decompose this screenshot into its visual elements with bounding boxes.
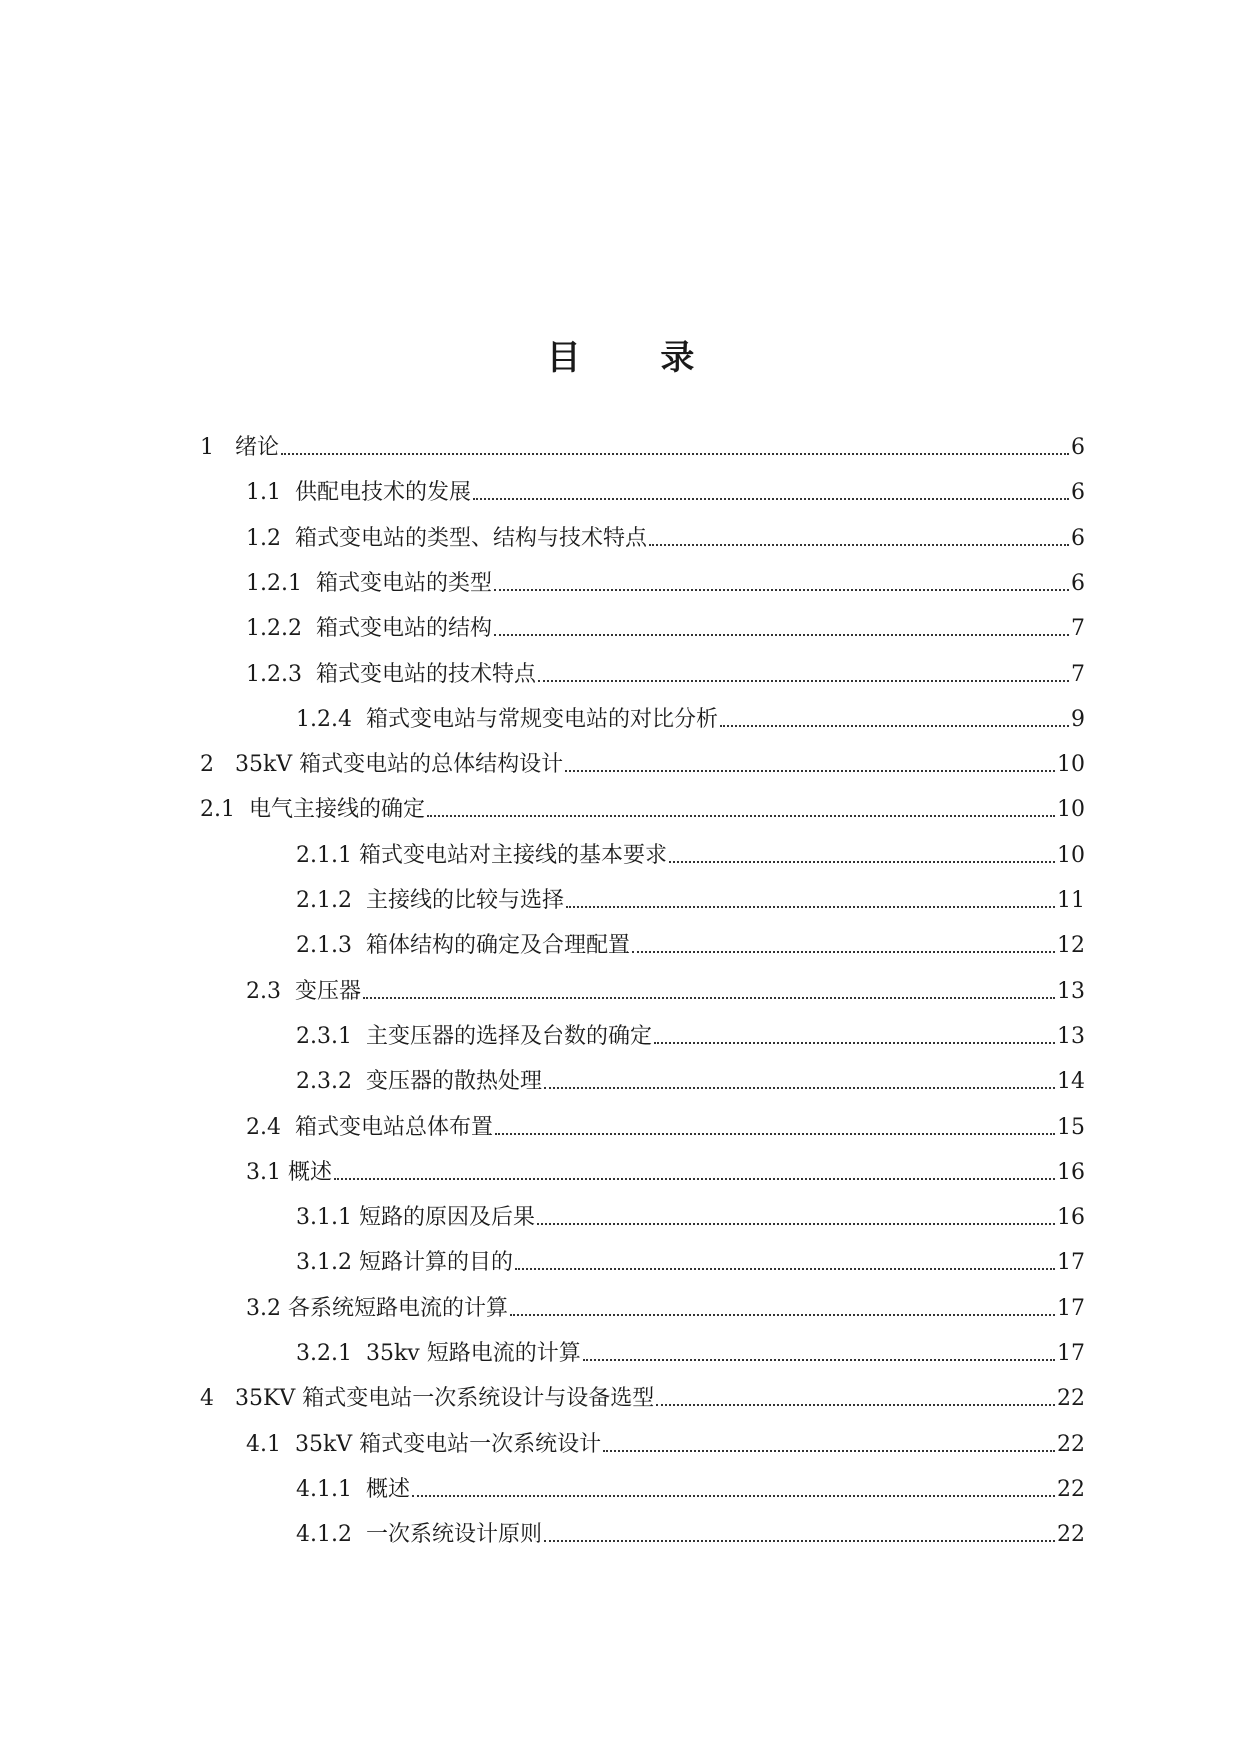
- toc-entry[interactable]: [246, 477, 1085, 507]
- toc-page-number: 22: [1057, 1432, 1085, 1457]
- toc-entry-label: 2.1 电气主接线的确定: [200, 797, 425, 822]
- toc-dot-leader: [565, 770, 1055, 772]
- toc-entry-label: 2.3.2 变压器的散热处理: [296, 1069, 542, 1094]
- toc-page-number: 13: [1057, 979, 1085, 1004]
- toc-entry-label: 1.2.3 箱式变电站的技术特点: [246, 662, 536, 687]
- toc-dot-leader: [281, 453, 1069, 455]
- toc-entry[interactable]: [246, 568, 1085, 598]
- toc-page-number: 6: [1071, 571, 1085, 596]
- toc-entry[interactable]: [246, 659, 1085, 689]
- toc-dot-leader: [495, 1133, 1055, 1135]
- toc-page-number: 17: [1057, 1250, 1085, 1275]
- toc-entry-label: 2.3 变压器: [246, 979, 361, 1004]
- toc-dot-leader: [654, 1042, 1055, 1044]
- toc-entry-label: 3.2 各系统短路电流的计算: [246, 1296, 508, 1321]
- toc-page-number: 17: [1057, 1341, 1085, 1366]
- toc-entry-label: 2.1.1 箱式变电站对主接线的基本要求: [296, 843, 667, 868]
- toc-entry[interactable]: [296, 1519, 1085, 1549]
- toc-dot-leader: [544, 1540, 1055, 1542]
- toc-entry[interactable]: [296, 1021, 1085, 1051]
- toc-page-number: 22: [1057, 1522, 1085, 1547]
- toc-entry[interactable]: [246, 1429, 1085, 1459]
- toc-page-number: 7: [1071, 616, 1085, 641]
- toc-entry-label: 1.2 箱式变电站的类型、结构与技术特点: [246, 526, 647, 551]
- toc-dot-leader: [603, 1450, 1055, 1452]
- toc-page-number: 7: [1071, 662, 1085, 687]
- toc-page-number: 6: [1071, 435, 1085, 460]
- toc-dot-leader: [538, 680, 1069, 682]
- toc-entry[interactable]: [296, 1066, 1085, 1096]
- toc-entry-label: 2.3.1 主变压器的选择及台数的确定: [296, 1024, 652, 1049]
- toc-entry[interactable]: [246, 523, 1085, 553]
- toc-entry-label: 3.1 概述: [246, 1160, 332, 1185]
- toc-page-number: 12: [1057, 933, 1085, 958]
- toc-page-number: 16: [1057, 1160, 1085, 1185]
- toc-entry[interactable]: [246, 1293, 1085, 1323]
- toc-entry[interactable]: [296, 885, 1085, 915]
- toc-dot-leader: [632, 951, 1055, 953]
- toc-dot-leader: [544, 1087, 1055, 1089]
- toc-entry[interactable]: [296, 1338, 1085, 1368]
- toc-entry[interactable]: [200, 749, 1085, 779]
- toc-entry-label: 2 35kV 箱式变电站的总体结构设计: [200, 752, 564, 777]
- toc-dot-leader: [537, 1223, 1055, 1225]
- toc-dot-leader: [669, 861, 1055, 863]
- toc-page-number: 13: [1057, 1024, 1085, 1049]
- toc-entry-label: 2.1.2 主接线的比较与选择: [296, 888, 564, 913]
- toc-dot-leader: [427, 815, 1055, 817]
- toc-entry-label: 2.1.3 箱体结构的确定及合理配置: [296, 933, 630, 958]
- toc-entry-label: 4.1.1 概述: [296, 1477, 410, 1502]
- toc-entry[interactable]: [296, 1474, 1085, 1504]
- toc-entry[interactable]: [246, 613, 1085, 643]
- toc-entry[interactable]: [246, 976, 1085, 1006]
- toc-entry[interactable]: [296, 1247, 1085, 1277]
- toc-dot-leader: [412, 1495, 1055, 1497]
- toc-page-number: 6: [1071, 480, 1085, 505]
- toc-entry[interactable]: [296, 1202, 1085, 1232]
- toc-entry-label: 2.4 箱式变电站总体布置: [246, 1115, 493, 1140]
- toc-entry-label: 3.1.2 短路计算的目的: [296, 1250, 513, 1275]
- toc-dot-leader: [649, 544, 1069, 546]
- toc-entry-label: 1 绪论: [200, 435, 279, 460]
- toc-entry-label: 3.1.1 短路的原因及后果: [296, 1205, 535, 1230]
- toc-page-number: 10: [1057, 752, 1085, 777]
- toc-entry-label: 1.2.2 箱式变电站的结构: [246, 616, 492, 641]
- toc-page-number: 9: [1071, 707, 1085, 732]
- toc-entry[interactable]: [246, 1112, 1085, 1142]
- toc-entry-label: 4.1 35kV 箱式变电站一次系统设计: [246, 1432, 602, 1457]
- toc-entry[interactable]: [296, 930, 1085, 960]
- toc-entry[interactable]: [246, 1157, 1085, 1187]
- toc-dot-leader: [473, 498, 1069, 500]
- toc-dot-leader: [334, 1178, 1055, 1180]
- toc-entry-label: 1.2.4 箱式变电站与常规变电站的对比分析: [296, 707, 718, 732]
- toc-page-number: 22: [1057, 1386, 1085, 1411]
- toc-page-number: 22: [1057, 1477, 1085, 1502]
- toc-entry-label: 4.1.2 一次系统设计原则: [296, 1522, 542, 1547]
- toc-dot-leader: [515, 1268, 1055, 1270]
- toc-entry-label: 3.2.1 35kv 短路电流的计算: [296, 1341, 581, 1366]
- toc-entry[interactable]: [296, 840, 1085, 870]
- toc-dot-leader: [583, 1359, 1055, 1361]
- toc-page-number: 6: [1071, 526, 1085, 551]
- toc-page-number: 11: [1057, 888, 1085, 913]
- toc-dot-leader: [363, 997, 1055, 999]
- toc-entry-label: 4 35KV 箱式变电站一次系统设计与设备选型: [200, 1386, 655, 1411]
- toc-dot-leader: [494, 589, 1069, 591]
- toc-page-number: 17: [1057, 1296, 1085, 1321]
- toc-entry-label: 1.1 供配电技术的发展: [246, 480, 471, 505]
- toc-dot-leader: [494, 634, 1069, 636]
- toc-dot-leader: [566, 906, 1055, 908]
- toc-page-number: 10: [1057, 797, 1085, 822]
- toc-entry[interactable]: [200, 432, 1085, 462]
- toc-dot-leader: [720, 725, 1069, 727]
- toc-entry-label: 1.2.1 箱式变电站的类型: [246, 571, 492, 596]
- toc-dot-leader: [656, 1404, 1055, 1406]
- toc-page-number: 14: [1057, 1069, 1085, 1094]
- toc-entry[interactable]: [200, 1383, 1085, 1413]
- toc-dot-leader: [510, 1314, 1055, 1316]
- toc-page-number: 15: [1057, 1115, 1085, 1140]
- toc-page-number: 10: [1057, 843, 1085, 868]
- page-title: 目 录: [546, 338, 729, 378]
- toc-entry[interactable]: [200, 794, 1085, 824]
- toc-page-number: 16: [1057, 1205, 1085, 1230]
- toc-entry[interactable]: [296, 704, 1085, 734]
